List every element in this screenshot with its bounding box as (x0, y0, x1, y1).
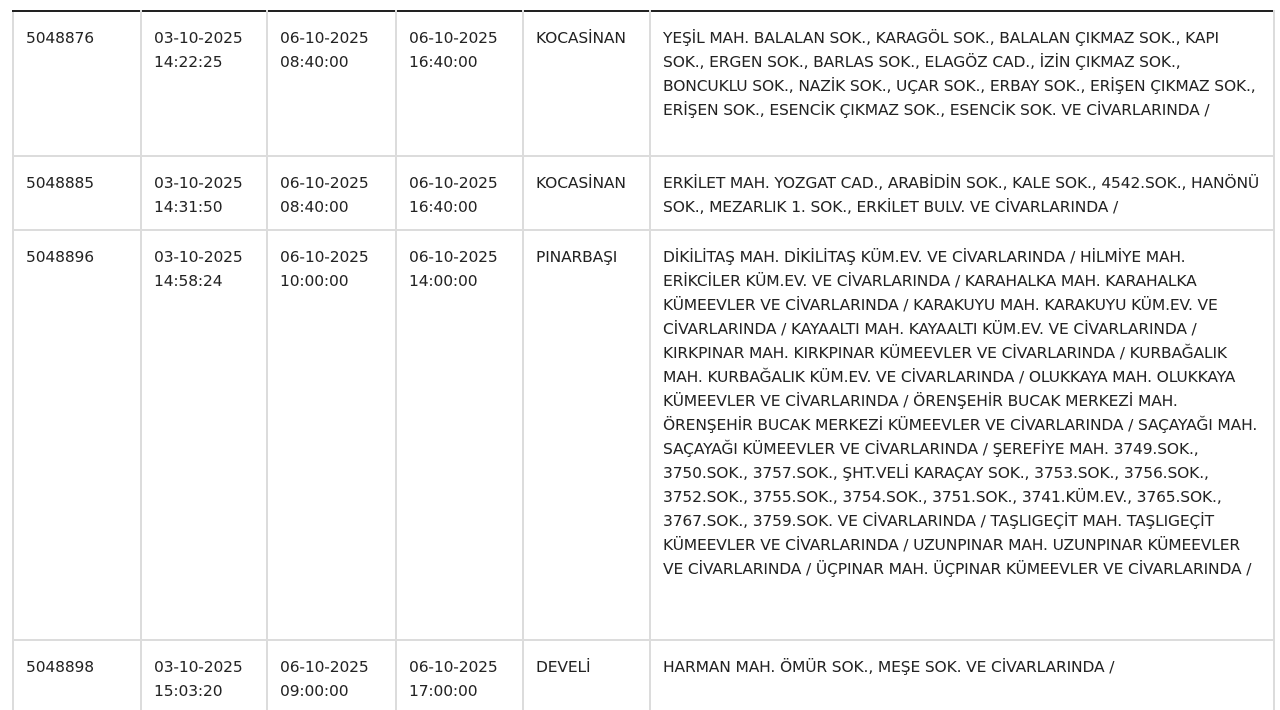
created-date: 03-10-2025 (154, 248, 243, 266)
outage-id: 5048896 (26, 248, 94, 266)
district-cell (523, 640, 650, 710)
outage-id-cell (13, 11, 141, 156)
district-cell (523, 156, 650, 230)
created-date: 03-10-2025 (154, 29, 243, 47)
outage-id-cell (13, 156, 141, 230)
address-text: HARMAN MAH. ÖMÜR SOK., MEŞE SOK. VE CİVARLARINDA / (663, 658, 1115, 676)
table-row (13, 11, 1274, 156)
end-time: 17:00:00 (409, 682, 478, 700)
table-row (13, 640, 1274, 710)
end-time: 16:40:00 (409, 198, 478, 216)
end-date: 06-10-2025 (409, 174, 498, 192)
start-time: 10:00:00 (280, 272, 349, 290)
district: PINARBAŞI (536, 248, 618, 266)
table-row (13, 156, 1274, 230)
outage-id-cell (13, 640, 141, 710)
created-time: 14:22:25 (154, 53, 223, 71)
outage-id: 5048876 (26, 29, 94, 47)
created-time: 14:58:24 (154, 272, 223, 290)
outage-id: 5048898 (26, 658, 94, 676)
table-row (13, 230, 1274, 640)
start-date: 06-10-2025 (280, 29, 369, 47)
created-cell (141, 11, 267, 156)
address-cell (650, 640, 1274, 710)
end-cell (396, 640, 523, 710)
district: KOCASİNAN (536, 174, 626, 192)
district-cell (523, 11, 650, 156)
end-cell (396, 11, 523, 156)
address-text: YEŞİL MAH. BALALAN SOK., KARAGÖL SOK., BALALAN ÇIKMAZ SOK., KAPI SOK., ERGEN SOK., BARLAS SOK., ELAGÖZ CAD., İZİN ÇIKMAZ SOK., BONCUKLU SOK., NAZİK SOK., UÇAR SOK., ERBAY SOK., ERİŞEN ÇIKMAZ SOK., ERİŞEN SOK., ESENCİK ÇIKMAZ SOK., ESENCİK SOK. VE CİVARLARINDA / (663, 29, 1256, 119)
start-cell (267, 640, 396, 710)
end-time: 16:40:00 (409, 53, 478, 71)
created-cell (141, 156, 267, 230)
created-cell (141, 230, 267, 640)
start-cell (267, 156, 396, 230)
start-date: 06-10-2025 (280, 248, 369, 266)
created-cell (141, 640, 267, 710)
end-date: 06-10-2025 (409, 248, 498, 266)
district: KOCASİNAN (536, 29, 626, 47)
start-time: 08:40:00 (280, 53, 349, 71)
district-cell (523, 230, 650, 640)
created-date: 03-10-2025 (154, 658, 243, 676)
created-time: 14:31:50 (154, 198, 223, 216)
address-text: DİKİLİTAŞ MAH. DİKİLİTAŞ KÜM.EV. VE CİVARLARINDA / HİLMİYE MAH. ERİKCİLER KÜM.EV. VE CİVARLARINDA / KARAHALKA MAH. KARAHALKA KÜMEEVLER VE CİVARLARINDA / KARAKUYU MAH. KARAKUYU KÜM.EV. VE CİVARLARINDA / KAYAALTI MAH. KAYAALTI KÜM.EV. VE CİVARLARINDA / KIRKPINAR MAH. KIRKPINAR KÜMEEVLER VE CİVARLARINDA / KURBAĞALIK MAH. KURBAĞALIK KÜM.EV. VE CİVARLARINDA / OLUKKAYA MAH. OLUKKAYA KÜMEEVLER VE CİVARLARINDA / ÖRENŞEHİR BUCAK MERKEZİ MAH. ÖRENŞEHİR BUCAK MERKEZİ KÜMEEVLER VE CİVARLARINDA / SAÇAYAĞI MAH. SAÇAYAĞI KÜMEEVLER VE CİVARLARINDA / ŞEREFİYE MAH. 3749.SOK., 3750.SOK., 3757.SOK., ŞHT.VELİ KARAÇAY SOK., 3753.SOK., 3756.SOK., 3752.SOK., 3755.SOK., 3754.SOK., 3751.SOK., 3741.KÜM.EV., 3765.SOK., 3767.SOK., 3759.SOK. VE CİVARLARINDA / TAŞLIGEÇİT MAH. TAŞLIGEÇİT KÜMEEVLER VE CİVARLARINDA / UZUNPINAR MAH. UZUNPINAR KÜMEEVLER VE CİVARLARINDA / ÜÇPINAR MAH. ÜÇPINAR KÜMEEVLER VE CİVARLARINDA / (663, 248, 1258, 578)
created-time: 15:03:20 (154, 682, 223, 700)
end-date: 06-10-2025 (409, 658, 498, 676)
created-date: 03-10-2025 (154, 174, 243, 192)
outage-id-cell (13, 230, 141, 640)
district: DEVELİ (536, 658, 591, 676)
outage-table (12, 10, 1275, 710)
start-date: 06-10-2025 (280, 658, 369, 676)
end-date: 06-10-2025 (409, 29, 498, 47)
address-cell (650, 230, 1274, 640)
end-cell (396, 156, 523, 230)
outage-id: 5048885 (26, 174, 94, 192)
outage-table-body (13, 11, 1274, 710)
end-cell (396, 230, 523, 640)
start-time: 09:00:00 (280, 682, 349, 700)
start-time: 08:40:00 (280, 198, 349, 216)
start-cell (267, 230, 396, 640)
start-date: 06-10-2025 (280, 174, 369, 192)
end-time: 14:00:00 (409, 272, 478, 290)
address-cell (650, 11, 1274, 156)
address-text: ERKİLET MAH. YOZGAT CAD., ARABİDİN SOK., KALE SOK., 4542.SOK., HANÖNÜ SOK., MEZARLIK 1. SOK., ERKİLET BULV. VE CİVARLARINDA / (663, 174, 1260, 216)
address-cell (650, 156, 1274, 230)
start-cell (267, 11, 396, 156)
